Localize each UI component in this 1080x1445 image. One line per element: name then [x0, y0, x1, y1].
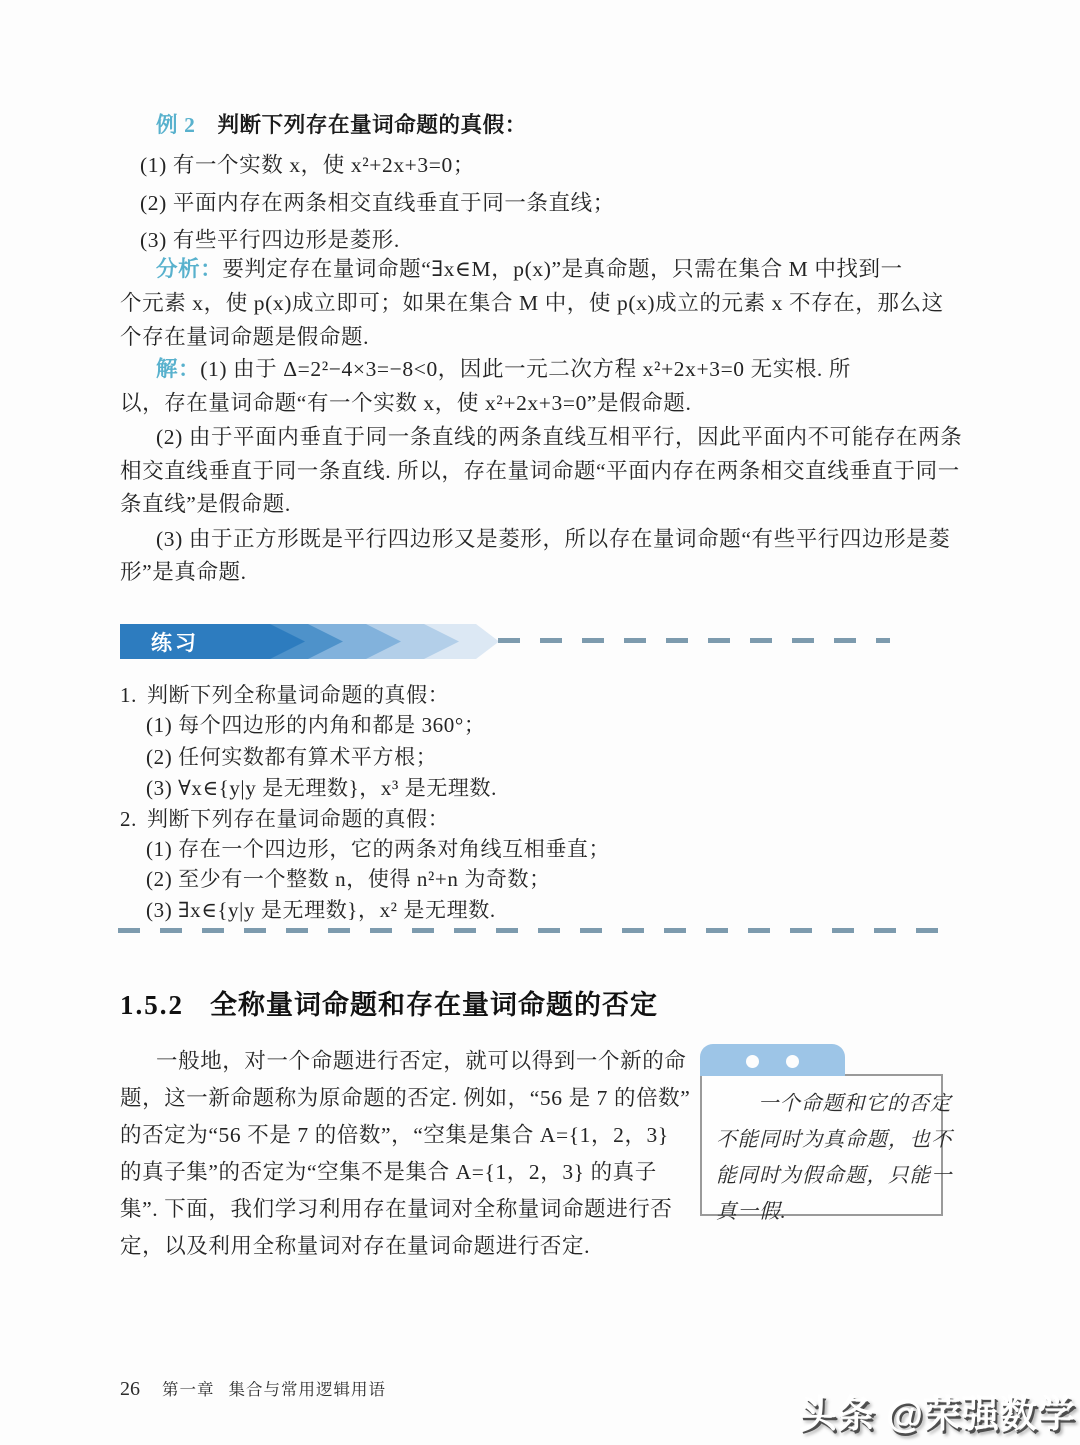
- note-line-4: 真一假.: [716, 1201, 787, 1223]
- solution-label: 解：: [156, 357, 201, 381]
- example2-heading-line: [120, 110, 1001, 140]
- dashed-rule-top: [498, 638, 890, 643]
- footer-chapter-label: 第一章: [162, 1381, 215, 1399]
- note-line-1: 一个命题和它的否定: [758, 1093, 952, 1115]
- practice-q2-item-3: (3) ∃x∈{y|y 是无理数}，x² 是无理数.: [146, 898, 496, 922]
- solution-line-3: (2) 由于平面内垂直于同一条直线的两条直线互相平行，因此平面内不可能存在两条: [156, 425, 963, 449]
- analysis-line-1: [120, 254, 1001, 284]
- practice-q2-item-2: (2) 至少有一个整数 n，使得 n²+n 为奇数；: [146, 867, 551, 891]
- solution-line-1: [120, 354, 1001, 384]
- solution-first-text: (1) 由于 Δ=2²−4×3=−8<0，因此一元二次方程 x²+2x+3=0 无实根. 所: [200, 357, 851, 381]
- analysis-line-2: 个元素 x，使 p(x)成立即可；如果在集合 M 中，使 p(x)成立的元素 x 不存在，那么这: [120, 291, 944, 315]
- section-paragraph-line-5: 集”. 下面，我们学习利用存在量词对全称量词命题进行否: [120, 1197, 673, 1221]
- analysis-line-3: 个存在量词命题是假命题.: [120, 325, 370, 349]
- solution-line-2: 以，存在量词命题“有一个实数 x，使 x²+2x+3=0”是假命题.: [120, 391, 692, 415]
- practice-q1-stem-line: [120, 680, 965, 710]
- page-footer: [120, 1376, 386, 1401]
- analysis-label: 分析：: [156, 257, 223, 281]
- section-number: 1.5.2: [120, 990, 184, 1020]
- section-title: 全称量词命题和存在量词命题的否定: [210, 990, 658, 1020]
- practice-q1-item-1: (1) 每个四边形的内角和都是 360°；: [146, 713, 486, 737]
- note-tab-hole-icon: [786, 1055, 799, 1068]
- section-paragraph-line-3: 的否定为“56 不是 7 的倍数”，“空集是集合 A={1，2，3}: [120, 1123, 669, 1147]
- note-tab-hole-icon: [746, 1055, 759, 1068]
- example2-title: 判断下列存在量词命题的真假：: [217, 113, 527, 137]
- practice-q1-number: 1.: [120, 683, 137, 707]
- example2-item-3: (3) 有些平行四边形是菱形.: [140, 228, 400, 252]
- practice-q2-stem: 判断下列存在量词命题的真假：: [146, 807, 450, 831]
- practice-q2-number: 2.: [120, 807, 137, 831]
- section-paragraph-line-1: 一般地，对一个命题进行否定，就可以得到一个新的命: [156, 1049, 687, 1073]
- solution-line-6: (3) 由于正方形既是平行四边形又是菱形，所以存在量词命题“有些平行四边形是菱: [156, 527, 951, 551]
- note-card-tab: [700, 1044, 845, 1076]
- practice-q1-item-3: (3) ∀x∈{y|y 是无理数}，x³ 是无理数.: [146, 776, 497, 800]
- example2-item-1: (1) 有一个实数 x，使 x²+2x+3=0；: [140, 153, 475, 177]
- solution-line-5: 条直线”是假命题.: [120, 492, 291, 516]
- section-paragraph-line-2: 题，这一新命题称为原命题的否定. 例如，“56 是 7 的倍数”: [120, 1086, 691, 1110]
- analysis-first-text: 要判定存在量词命题“∃x∈M，p(x)”是真命题，只需在集合 M 中找到一: [222, 257, 903, 281]
- watermark: 头条 @荣强数学: [799, 1394, 1076, 1435]
- section-heading: [120, 983, 658, 1022]
- note-line-3: 能同时为假命题，只能一: [716, 1165, 953, 1187]
- page-number: 26: [120, 1378, 140, 1400]
- footer-chapter-title: 集合与常用逻辑用语: [228, 1381, 386, 1399]
- section-paragraph-line-4: 的真子集”的否定为“空集不是集合 A={1，2，3} 的真子: [120, 1160, 657, 1184]
- solution-line-7: 形”是真命题.: [120, 560, 247, 584]
- practice-q1-item-2: (2) 任何实数都有算术平方根；: [146, 745, 438, 769]
- solution-line-4: 相交直线垂直于同一条直线. 所以，存在量词命题“平面内存在两条相交直线垂直于同一: [120, 459, 960, 483]
- section-paragraph-line-6: 定，以及利用全称量词对存在量词命题进行否定.: [120, 1234, 591, 1258]
- practice-q2-stem-line: [120, 804, 965, 834]
- practice-q1-stem: 判断下列全称量词命题的真假：: [146, 683, 450, 707]
- note-line-2: 不能同时为真命题，也不: [716, 1129, 953, 1151]
- example2-item-2: (2) 平面内存在两条相交直线垂直于同一条直线；: [140, 191, 615, 215]
- dashed-rule-section-divider: [118, 928, 958, 933]
- practice-banner-label: 练习: [151, 632, 199, 655]
- example2-label: 例 2: [156, 113, 196, 137]
- practice-q2-item-1: (1) 存在一个四边形，它的两条对角线互相垂直；: [146, 837, 611, 861]
